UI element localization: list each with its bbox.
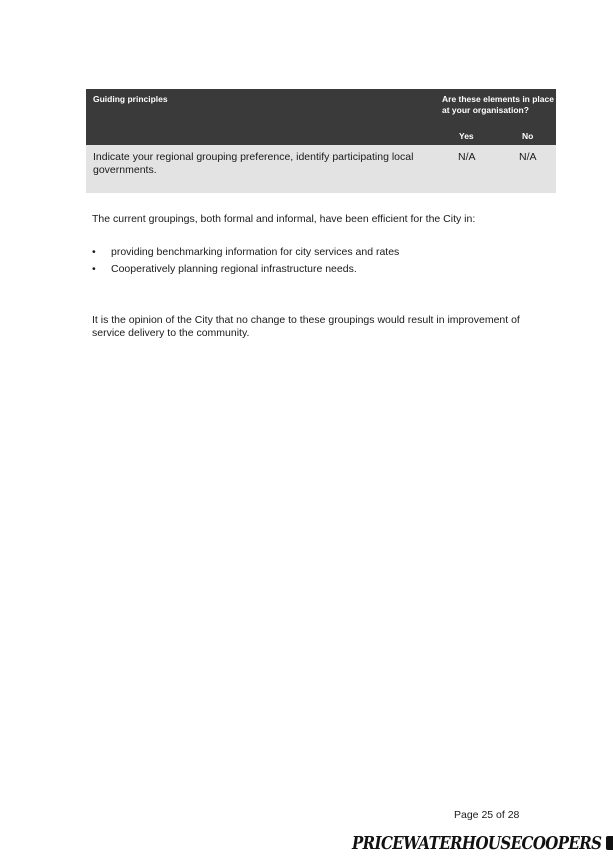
column-header-yes: Yes (459, 131, 474, 141)
principles-table (86, 89, 556, 193)
table-header (86, 89, 556, 127)
bullet-icon: • (92, 263, 96, 275)
column-header-question: Are these elements in place at your organisation? (442, 94, 554, 115)
list-item-text: providing benchmarking information for city services and rates (111, 246, 400, 258)
row-no-value: N/A (519, 151, 537, 163)
row-yes-value: N/A (458, 151, 476, 163)
column-header-no: No (522, 131, 534, 141)
column-header-principles: Guiding principles (93, 94, 168, 104)
bullet-icon: • (92, 246, 96, 258)
list-item-text: Cooperatively planning regional infrastructure needs. (111, 263, 357, 275)
table-row (86, 145, 556, 193)
company-logo (352, 830, 613, 856)
row-principle-text: Indicate your regional grouping preference, identify participating local governments. (93, 151, 414, 176)
conclusion-paragraph: It is the opinion of the City that no change to these groupings would result in improvement of service delivery to the community. (92, 314, 520, 339)
logo-mark-icon (606, 836, 613, 850)
table-subheader (86, 127, 556, 145)
intro-paragraph: The current groupings, both formal and informal, have been efficient for the City in: (92, 213, 476, 225)
page-number: Page 25 of 28 (454, 809, 520, 821)
logo-wordmark: PRICEWATERHOUSECOOPERS (352, 832, 602, 854)
